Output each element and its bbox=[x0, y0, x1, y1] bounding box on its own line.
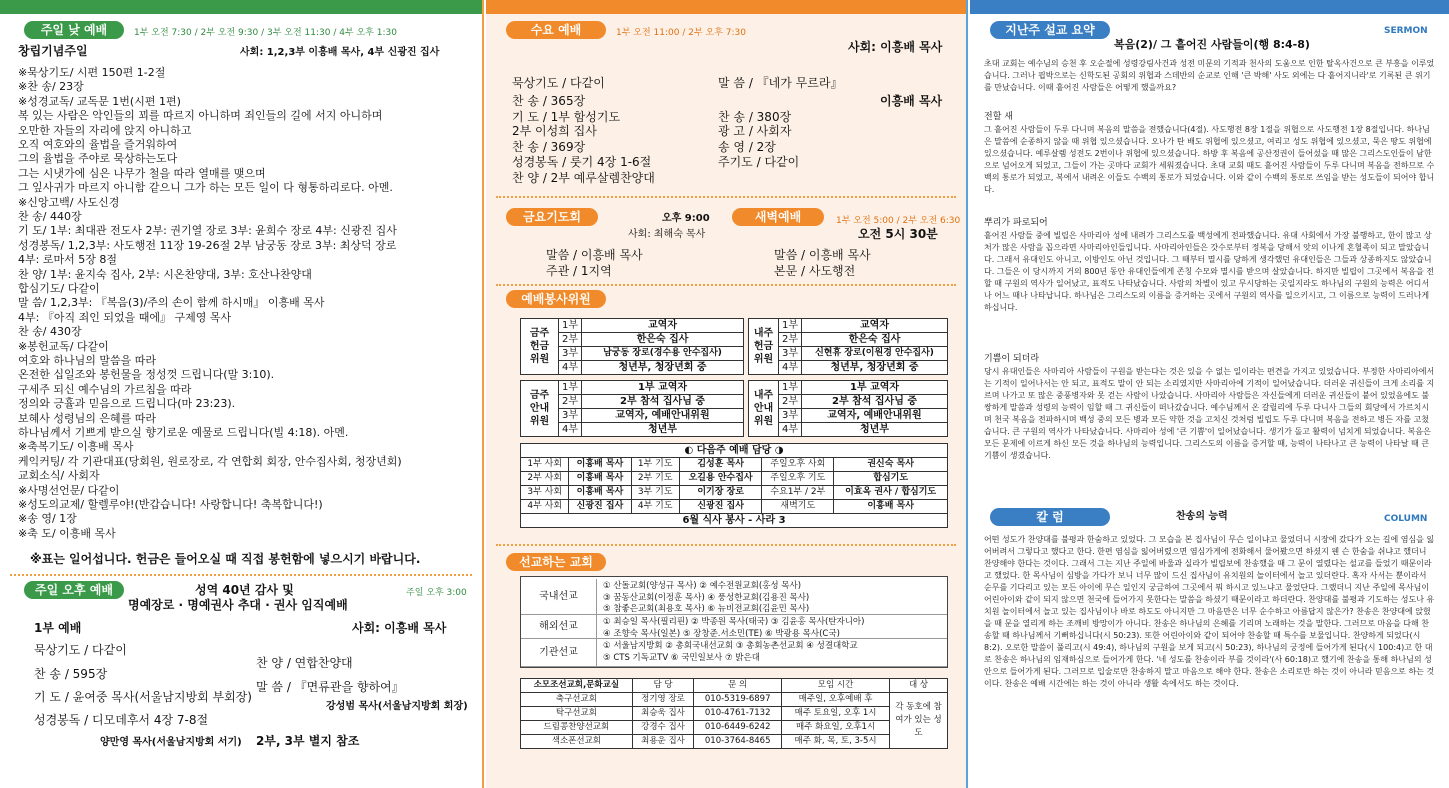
fellowship-cell: 드림콩찬양선교회 bbox=[521, 721, 633, 735]
wednesday-line: 찬 양 / 2부 예루살렘찬양대 bbox=[512, 171, 655, 185]
sunday-pm-part: 1부 예배 bbox=[34, 621, 82, 635]
sermon-tag: SERMON bbox=[1384, 26, 1428, 36]
mission-line: ⑤ 참좋은교회(최용호 목사) ⑥ 뉴비전교회(김윤민 목사) bbox=[603, 604, 810, 614]
duty-cell: 이기장 장로 bbox=[679, 486, 761, 500]
dawn-label: 새벽예배 bbox=[732, 208, 824, 226]
order-line: 오만한 자들의 자리에 앉지 아니하고 bbox=[18, 123, 192, 137]
sunday-pm-line: 성경봉독 / 디모데후서 4장 7-8절 bbox=[34, 713, 209, 727]
wednesday-preacher: 이흥배 목사 bbox=[880, 94, 943, 108]
cell: 교역자, 예배안내위원 bbox=[802, 409, 948, 423]
fellowship-cell: 최용운 집사 bbox=[632, 735, 693, 749]
dawn-time: 오전 5시 30분 bbox=[858, 227, 938, 241]
cell: 청년부 bbox=[802, 423, 948, 437]
order-line: 기 도/ 1부: 최대관 전도사 2부: 권기열 장로 3부: 윤희수 장로 4부: 신광진 집사 bbox=[18, 224, 397, 238]
fellowship-head: 소모조선교회,문화교실 bbox=[521, 679, 633, 693]
next-week-title: ◐ 다음주 예배 담당 ◑ bbox=[521, 444, 948, 458]
cell: 3부 bbox=[779, 347, 802, 361]
wednesday-line: 주기도 / 다같이 bbox=[718, 155, 800, 169]
order-line: 합심기도/ 다같이 bbox=[18, 282, 100, 295]
cell: 3부 bbox=[779, 409, 802, 423]
order-line: 여호와 하나님의 말씀을 따라 bbox=[18, 354, 157, 367]
fellowship-head: 문 의 bbox=[694, 679, 782, 693]
wednesday-label: 수요 예배 bbox=[506, 21, 606, 39]
cell: 2부 참석 집사님 중 bbox=[582, 395, 744, 409]
cell: 청년부 bbox=[582, 423, 744, 437]
panel-top-bar bbox=[0, 0, 482, 14]
friday-line: 주관 / 1지역 bbox=[546, 264, 612, 278]
duty-cell: 주일오후 사회 bbox=[762, 458, 834, 472]
order-line: 그의 율법을 주야로 묵상하는도다 bbox=[18, 152, 178, 166]
mission-category: 국내선교 bbox=[521, 579, 597, 615]
fellowship-head: 모임 시간 bbox=[782, 679, 890, 693]
wednesday-line: 2부 이성희 집사 bbox=[512, 124, 597, 138]
order-line: 찬 송/ 430장 bbox=[18, 325, 82, 339]
duty-cell: 수요1부 / 2부 bbox=[762, 486, 834, 500]
sunday-pm-line: 찬 양 / 연합찬양대 bbox=[256, 656, 353, 670]
duty-cell: 이흥배 목사 bbox=[569, 472, 631, 486]
fellowship-cell: 매주 토요일, 오후 1시 bbox=[782, 707, 890, 721]
wednesday-line: 찬 송 / 369장 bbox=[512, 140, 586, 154]
duty-cell: 이흥배 목사 bbox=[834, 500, 948, 514]
sermon-heading: 뿌리가 파로되어 bbox=[984, 218, 1048, 228]
column-tag: COLUMN bbox=[1384, 514, 1428, 524]
fellowship-cell: 010-5319-6897 bbox=[694, 693, 782, 707]
order-line: 그는 시냇가에 심은 나무가 철을 따라 열매를 맺으며 bbox=[18, 166, 266, 180]
order-line: 온전한 십일조와 봉헌물을 정성껏 드립니다(말 3:10). bbox=[18, 368, 275, 382]
order-line: 구세주 되신 예수님의 가르침을 따라 bbox=[18, 382, 192, 396]
mission-box bbox=[520, 576, 948, 668]
fellowship-cell: 강경수 집사 bbox=[632, 721, 693, 735]
guide-this-week bbox=[520, 380, 744, 437]
duty-cell: 1부 사회 bbox=[521, 458, 569, 472]
duty-cell: 1부 기도 bbox=[631, 458, 679, 472]
order-line: 찬 송/ 440장 bbox=[18, 210, 82, 223]
cell: 신현휴 장로(이원경 안수집사) bbox=[802, 347, 948, 361]
cell: 청년부, 청장년회 중 bbox=[582, 361, 744, 375]
sunday-pm-title-2: 명예장로 · 명예권사 추대 · 권사 임직예배 bbox=[128, 598, 348, 612]
duty-cell: 이흥배 목사 bbox=[569, 458, 631, 472]
sunday-pm-host: 사회: 이흥배 목사 bbox=[352, 621, 447, 635]
sunday-pm-last: 양만영 목사(서울남지방회 서기) bbox=[100, 737, 242, 748]
order-line: ※송 영/ 1장 bbox=[18, 512, 77, 526]
mission-category: 기관선교 bbox=[521, 639, 597, 667]
sunday-pm-line: 찬 송 / 595장 bbox=[34, 667, 108, 681]
order-line: ※성경교독/ 교독문 1번(시편 1편) bbox=[18, 94, 181, 108]
section-divider bbox=[10, 574, 472, 576]
sermon-title: 복음(2)/ 그 흩어진 사람들이(행 8:4-8) bbox=[1114, 38, 1310, 51]
offering-next-head: 내주 헌금 위원 bbox=[749, 319, 779, 375]
fellowship-cell: 최승욱 집사 bbox=[632, 707, 693, 721]
order-line: 4부: 로마서 5장 8절 bbox=[18, 253, 117, 267]
cell: 1부 교역자 bbox=[802, 381, 948, 395]
cell: 2부 bbox=[779, 333, 802, 347]
mission-line: ④ 조향숙 목사(일본) ⑤ 장창준.서소민(TE) ⑥ 박광용 목사(C국) bbox=[603, 628, 840, 639]
sunday-pm-title-1: 성역 40년 감사 및 bbox=[195, 583, 294, 597]
order-line: ※묵상기도/ 시편 150편 1-2절 bbox=[18, 66, 166, 79]
sermon-paragraph: 그 흩어진 사람들이 두루 다니며 복음의 말씀을 전했습니다(4절). 사도행전 8장 1절을 위협으로 사도행전 1장 8절입니다. 하나님은 말씀에 순종하지 않을 때 위협 있으셨습니다. 오나가 탄 배도 위협에 있으셨고, 여리고 성도 위협에 있으셨고, 묵은 땅도 위협에 있으셨습니다. 예루살렘 성전도 2번이나 위협에 있으셨습니다. 하방 후 복음에 공산정권이 들어섰을 때 많은 그리스도인들이 남한으로 넘어오게 되었고, 그들이 가는 곳마다 교회가 세워졌습니다. 초대 교회 때도 흩어진 사람들이 두루 다니며 복음을 전하므로 수백의 통로가 되었고, 복에서 내려온 이들도 수백의 통로가 되었습니다. 이와 같이 수백의 통로로 쓰임을 받는 성도들이 되어야 합니다. bbox=[984, 125, 1435, 194]
guide-this-head: 금주 안내 위원 bbox=[521, 381, 559, 437]
cell: 4부 bbox=[779, 361, 802, 375]
duty-cell: 3부 기도 bbox=[631, 486, 679, 500]
service-label: 예배봉사위원 bbox=[506, 290, 606, 308]
duty-cell: 오길용 안수집사 bbox=[679, 472, 761, 486]
fellowship-cell: 매주 화요일, 오후1시 bbox=[782, 721, 890, 735]
fellowship-cell: 매주일, 오후예배 후 bbox=[782, 693, 890, 707]
duty-cell: 주일오후 기도 bbox=[762, 472, 834, 486]
friday-label: 금요기도회 bbox=[506, 208, 598, 226]
fellowship-cell: 010-3764-8465 bbox=[694, 735, 782, 749]
mission-line: ① 서울남지방회 ② 총회국내선교회 ③ 총회농촌선교회 ④ 성결대학교 bbox=[603, 641, 858, 651]
column-label: 칼 럼 bbox=[990, 508, 1110, 526]
fellowship-head: 대 상 bbox=[890, 679, 948, 693]
cell: 4부 bbox=[559, 361, 582, 375]
sermon-paragraph: 초대 교회는 예수님의 승천 후 오순절에 성령강림사건과 성전 미문의 기적과 천사의 도움으로 인한 탈옥사건으로 큰 부흥을 이루었습니다. 그러나 핍박으로는 신학도된 공회의 위협과 스데반의 순교로 인해 '큰 박해' 사도 외에는 다 흩어지니라'로 기록된 큰 위기를 만났습니다. 이때 흩어진 사람들은 어떻게 했을까요? bbox=[984, 59, 1435, 92]
dawn-line: 말씀 / 이흥배 목사 bbox=[774, 248, 871, 262]
next-week-duty bbox=[520, 443, 948, 528]
order-line: 케익커팅/ 각 기관대표(당회원, 원로장로, 각 연합회 회장, 안수집사회, 청장년회) bbox=[18, 454, 402, 468]
sunday-pm-line: 기 도 / 윤여중 목사(서울남지방회 부회장) bbox=[34, 690, 252, 704]
fellowship-cell: 색소폰선교회 bbox=[521, 735, 633, 749]
sunday-am-label: 주일 낮 예배 bbox=[24, 21, 124, 39]
duty-cell: 이흥배 목사 bbox=[569, 486, 631, 500]
order-line: 말 씀/ 1,2,3부: 『복음(3)/주의 손이 함께 하시매』 이흥배 목사 bbox=[18, 296, 325, 310]
guide-next-head: 내주 안내 위원 bbox=[749, 381, 779, 437]
cell: 1부 bbox=[559, 319, 582, 333]
duty-cell: 4부 사회 bbox=[521, 500, 569, 514]
sunday-am-note: ※표는 일어섭니다. 헌금은 들어오실 때 직접 봉헌함에 넣으시기 바랍니다. bbox=[30, 552, 421, 566]
duty-cell: 새벽기도 bbox=[762, 500, 834, 514]
cell: 1부 교역자 bbox=[582, 381, 744, 395]
cell: 3부 bbox=[559, 347, 582, 361]
wednesday-line: 묵상기도 / 다같이 bbox=[512, 76, 605, 90]
sermon-panel bbox=[970, 0, 1449, 788]
wednesday-line: 말 씀 / 『네가 무르라』 bbox=[718, 76, 843, 90]
cell: 교역자 bbox=[802, 319, 948, 333]
order-line: 정의와 긍휼과 믿음으로 드립니다(마 23:23). bbox=[18, 397, 236, 411]
wednesday-time: 1부 오전 11:00 / 2부 오후 7:30 bbox=[616, 28, 746, 38]
wednesday-line: 성경봉독 / 룻기 4장 1-6절 bbox=[512, 155, 652, 169]
panel-top-bar bbox=[970, 0, 1449, 14]
sunday-pm-note: 2부, 3부 별지 참조 bbox=[256, 734, 360, 748]
cell: 1부 bbox=[779, 319, 802, 333]
fellowship-cell: 정기영 장로 bbox=[632, 693, 693, 707]
section-divider bbox=[496, 544, 956, 546]
order-line: ※신앙고백/ 사도신경 bbox=[18, 195, 120, 209]
order-line: 복 있는 사람은 악인들의 꾀를 따르지 아니하며 죄인들의 길에 서지 아니하며 bbox=[18, 109, 383, 123]
order-line: 4부: 『아직 죄인 되었을 때에』 구제영 목사 bbox=[18, 310, 232, 324]
cell: 교역자 bbox=[582, 319, 744, 333]
fellowship-table bbox=[520, 678, 948, 749]
panel-top-bar bbox=[486, 0, 966, 14]
fellowship-cell: 010-4761-7132 bbox=[694, 707, 782, 721]
order-line: ※사명선언문/ 다같이 bbox=[18, 483, 120, 497]
sermon-heading: 전할 새 bbox=[984, 112, 1013, 122]
fellowship-cell: 축구선교회 bbox=[521, 693, 633, 707]
duty-cell: 김성훈 목사 bbox=[679, 458, 761, 472]
cell: 남궁동 장로(경수용 안수집사) bbox=[582, 347, 744, 361]
order-line: ※찬 송/ 23장 bbox=[18, 80, 84, 94]
mission-label: 선교하는 교회 bbox=[506, 553, 606, 571]
mission-line: ⑤ CTS 기독교TV ⑥ 국민일보사 ⑦ 밝은대 bbox=[603, 652, 760, 663]
wednesday-host: 사회: 이흥배 목사 bbox=[848, 40, 943, 54]
sermon-heading: 기쁨이 되더라 bbox=[984, 354, 1040, 364]
wednesday-line: 기 도 / 1부 함성기도 bbox=[512, 110, 621, 124]
sunday-am-title: 창립기념주일 bbox=[18, 44, 88, 58]
duty-cell: 이효옥 권사 / 합심기도 bbox=[834, 486, 948, 500]
duty-cell: 2부 기도 bbox=[631, 472, 679, 486]
column-title: 찬송의 능력 bbox=[1176, 511, 1228, 522]
mission-category: 해외선교 bbox=[521, 615, 597, 639]
sunday-pm-preacher: 강성범 목사(서울남지방회 회장) bbox=[326, 701, 468, 712]
cell: 4부 bbox=[559, 423, 582, 437]
mission-row bbox=[521, 615, 947, 639]
cell: 2부 참석 집사님 중 bbox=[802, 395, 948, 409]
sunday-pm-line: 말 씀 / 『면류관을 향하여』 bbox=[256, 680, 404, 694]
duty-cell: 신광진 집사 bbox=[569, 500, 631, 514]
fellowship-head: 담 당 bbox=[632, 679, 693, 693]
meal-duty: 6월 식사 봉사 - 사라 3 bbox=[521, 514, 948, 528]
cell: 1부 bbox=[559, 381, 582, 395]
mission-line: ① 최승일 목사(필리핀) ② 박종원 목사(태국) ③ 김윤홍 목사(탄자니아) bbox=[603, 617, 865, 627]
fellowship-target: 각 동호에 참여가 있는 성도 bbox=[890, 693, 948, 749]
guide-next-week bbox=[748, 380, 948, 437]
wednesday-line: 광 고 / 사회자 bbox=[718, 124, 792, 138]
order-line: 하나님께서 기쁘게 받으실 향기로운 예물로 드립니다(빌 4:18). 아멘. bbox=[18, 426, 349, 439]
cell: 교역자, 예배안내위원 bbox=[582, 409, 744, 423]
order-line: 찬 양/ 1부: 윤지숙 집사, 2부: 시온찬양대, 3부: 호산나찬양대 bbox=[18, 267, 312, 281]
sunday-am-host: 사회: 1,2,3부 이흥배 목사, 4부 신광진 집사 bbox=[240, 47, 440, 58]
sunday-am-times: 1부 오전 7:30 / 2부 오전 9:30 / 3부 오전 11:30 / 4부 오후 1:30 bbox=[134, 28, 397, 38]
section-divider bbox=[496, 196, 956, 198]
offering-this-week bbox=[520, 318, 744, 375]
dawn-times: 1부 오전 5:00 / 2부 오전 6:30 bbox=[836, 216, 961, 226]
sermon-label: 지난주 설교 요약 bbox=[990, 21, 1110, 39]
order-line: ※축 도/ 이흥배 목사 bbox=[18, 526, 116, 540]
sunday-pm-time: 주일 오후 3:00 bbox=[406, 588, 467, 598]
column-paragraph: 어떤 성도가 찬양대를 불평과 한숨하고 있었다. 그 모습을 본 집사님이 무슨 일이냐고 물었더니 시장에 갔다가 오는 길에 염심을 잃어버려서 그렇다고 했다고 한다. 한편 염심을 잃어버렸으면 염심가게에 전화해서 물어봤으면 하셨지 웬 슨 한숨을 쉬냐고 했더니 찬양해야 한다는 것이다. 그래서 그는 지난 주일에 바울과 실라가 빌립보에 찬송했을 때 그 문이 열렸다는 설교를 들었기 때문이라고 했었다. 한 목사님이 심방을 가다가 보니 너무 많이 드신 집사님이 유치원의 놀이터에서 놀고 있더란다. 혹자 사서는 뿐이라서 순무를 기다리고 있는 모든 아이에 무슨 일인지 궁금하여 그곳에서 뭐 하시고 있느냐고 물었단다. 그랬더니 지난 주일에 목사님이 어린아이와 같이 되지 않으면 천국에 들어가지 못한다는 말씀을 하셨기 때문이라고 하더란다. 찬양대를 불평과 기도하는 성도나 유치원 놀이터에서 놀고 있는 집사님이나 바로 하도도 아니지만 그 마음만은 너무 순수하고 아름답지 않은가? 찬송은 찬양대에 앉혔을 때 문을 열리게 하는 조깨비 방망이가 아니다. 찬송은 하나님의 은혜를 기리며 노래하는 것을 말한다. 그러므로 마음을 다해 찬송할 때 하나님께서 기뻐하십니다(시 50:23). 또한 어린아이와 같이 되어야 찬송할 때 특수를 보물입니다. 찬양하게 되었다(시 8:2). 오로한 말씀이 풀리고(시 49:4), 하나님의 구원을 보게 되고(시 50:23), 하나님의 궁정에 들어가게 된다(시 100:4)고 한 대로 찬송은 하나님의 임재하심으로 들어가게 한다. '네 성도를 찬송이라 부를 것이라'(사 60:18)고 했기에 찬송을 통해 하나님의 성 안으로 들어가게 된다. 그러므로 입술로만 찬송하지 말고 마음으로 해야 한다. 찬송은 소리로만 하는 것이 아니라 믿음으로 하는 것이다. 찬송은 예배 시간에는 하는 것이 아니라 생활 속에서도 하는 것이다. bbox=[984, 535, 1435, 688]
duty-cell: 권신숙 목사 bbox=[834, 458, 948, 472]
sunday-panel bbox=[0, 0, 484, 788]
cell: 4부 bbox=[779, 423, 802, 437]
order-line: 그 잎사귀가 마르지 아니함 같으니 그가 하는 모든 일이 다 형통하리로다. 아멘. bbox=[18, 181, 393, 195]
section-divider bbox=[496, 284, 956, 286]
cell: 2부 bbox=[559, 395, 582, 409]
cell: 2부 bbox=[559, 333, 582, 347]
cell: 청년부, 청장년회 중 bbox=[802, 361, 948, 375]
wednesday-line: 찬 송 / 380장 bbox=[718, 110, 792, 124]
order-line: 보혜사 성령님의 은혜를 따라 bbox=[18, 411, 157, 425]
fellowship-cell: 탁구선교회 bbox=[521, 707, 633, 721]
wednesday-line: 찬 송 / 365장 bbox=[512, 94, 586, 108]
friday-time: 오후 9:00 bbox=[662, 213, 710, 224]
mission-row bbox=[521, 639, 947, 667]
fellowship-cell: 010-6449-6242 bbox=[694, 721, 782, 735]
offering-next-week bbox=[748, 318, 948, 375]
mission-row bbox=[521, 579, 947, 615]
sunday-pm-label: 주일 오후 예배 bbox=[24, 581, 124, 599]
cell: 1부 bbox=[779, 381, 802, 395]
friday-host: 사회: 최해숙 목사 bbox=[628, 229, 706, 240]
offering-this-head: 금주 헌금 위원 bbox=[521, 319, 559, 375]
dawn-line: 본문 / 사도행전 bbox=[774, 264, 856, 278]
order-line: ※축복기도/ 이흥배 목사 bbox=[18, 440, 134, 454]
mission-line: ③ 꿈동산교회(이정훈 목사) ④ 풍성한교회(김용진 목사) bbox=[603, 592, 810, 603]
sunday-pm-line: 묵상기도 / 다같이 bbox=[34, 643, 127, 657]
order-line: 성경봉독/ 1,2,3부: 사도행전 11장 19-26절 2부 남궁동 장로 3부: 최상덕 장로 bbox=[18, 238, 397, 252]
duty-cell: 4부 기도 bbox=[631, 500, 679, 514]
cell: 한은숙 집사 bbox=[802, 333, 948, 347]
order-line: ※봉헌교독/ 다같이 bbox=[18, 339, 109, 353]
weekly-panel bbox=[486, 0, 968, 788]
wednesday-line: 송 영 / 2장 bbox=[718, 140, 776, 154]
friday-line: 말씀 / 이흥배 목사 bbox=[546, 248, 643, 262]
cell: 한은숙 집사 bbox=[582, 333, 744, 347]
duty-cell: 합심기도 bbox=[834, 472, 948, 486]
duty-cell: 2부 사회 bbox=[521, 472, 569, 486]
order-line: 교회소식/ 사회자 bbox=[18, 469, 100, 483]
duty-cell: 3부 사회 bbox=[521, 486, 569, 500]
fellowship-cell: 매주 화, 목, 토, 3-5시 bbox=[782, 735, 890, 749]
mission-line: ① 산돌교회(양성규 목사) ② 예수전원교회(홍성 목사) bbox=[603, 581, 802, 591]
order-line: ※성도의교제/ 할렐루야!(반갑습니다! 사랑합니다! 축복합니다!) bbox=[18, 498, 323, 511]
cell: 2부 bbox=[779, 395, 802, 409]
sermon-paragraph: 당시 유대인들은 사마리아 사람들이 구원을 받는다는 것은 있을 수 없는 일이라는 편견을 가지고 있었습니다. 부정한 사마리아에서는 기적이 일어나서는 안 되고, 표적도 말이 안 되는 소리였지만 사마리아에 기적이 일어났습니다. 더러운 귀신들이 크게 소리를 지르며 나가고 또 많은 중풍병자와 못 걷는 사람이 나았습니다. 사마리아 사람들은 자신들에게 더러운 귀신들이 붙어 있었음에도 불쌍하게 말씀과 성령의 능력이 임할 때 그 귀신들이 떠나갔습니다. 예수님께서 온 갈릴리에 두루 다니사 그들의 회당에서 가르치시며 천국 복음을 전파하시며 백성 중의 모든 병과 모든 약한 것을 고치신 것처럼 빌립도 두루 다니며 복음을 전하고 병든 자를 고쳤습니다. 큰 구원의 역사가 나타났습니다. 사마리아 성에 '큰 기쁨'이 일어났습니다. 생기가 돌고 활력이 넘치게 되었습니다. 복음은 모든 문제에 이르게 하신 모든 것을 하나님의 능력입니다. 그리스도의 이름을 증거할 때, 능력이 나타나고 큰 능력이 나타날 때 큰 기쁨이 생겼습니다. bbox=[984, 367, 1435, 460]
duty-cell: 신광진 집사 bbox=[679, 500, 761, 514]
cell: 3부 bbox=[559, 409, 582, 423]
order-line: 오직 여호와의 율법을 즐거워하여 bbox=[18, 138, 178, 151]
sermon-paragraph: 흩어진 사람들 중에 빌립은 사마리아 성에 내려가 그리스도를 백성에게 전파했습니다. 유대 사회에서 가장 불행하고, 한이 많고 상처가 많은 사람을 꼽으라면 사마리아인들입니다. 사마리아인들은 갓수로부터 정복을 당해서 앗의 이나게 혼혈족이 되고 말았습니다. 그래서 유대인도 아니고, 이방인도 아닌 것입니다. 그 때부터 멸시를 당하게 생각했던 유대인들은 그들과 상종하지도 않았습니다. 그들은 이 당시까지 거의 800년 동안 유대인들에게 존칭 수모와 멸시를 받으며 살았습니다. 하지만 빌립이 그곳에서 복음을 전할 때 구원의 역사가 일어났고, 표적도 나타났습니다. 사람의 차별이 있고 무시당하는 곳일지라도 하나님의 구원의 능력은 어디서나 어느 때나 나타납니다. 하나님은 그리스도의 이름을 증거하는 곳에서 구원의 역사를 일으키시고, 그 이름으로 능력이 드러나게 하십니다. bbox=[984, 231, 1434, 312]
